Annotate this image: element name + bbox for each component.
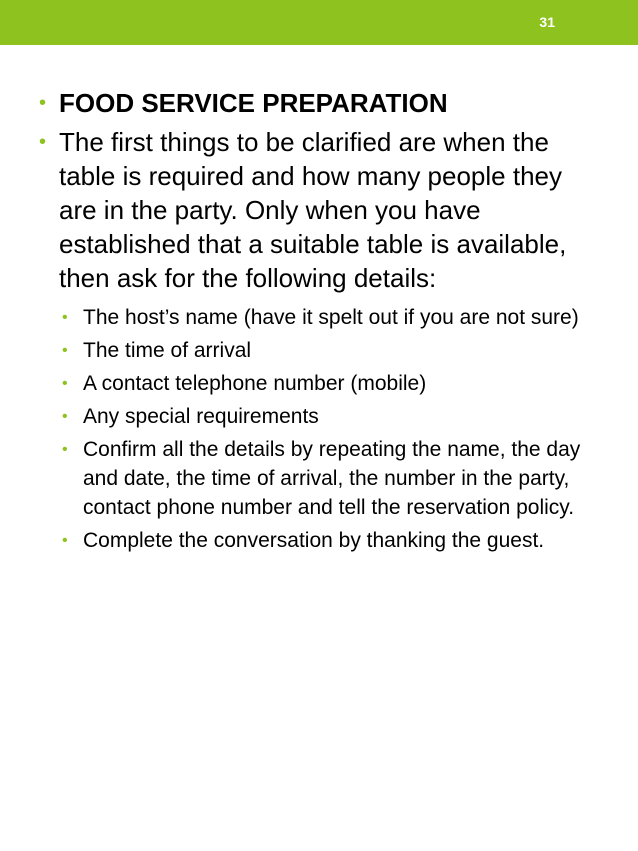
slide-header-bar — [0, 0, 638, 45]
sub-bullet-dot-icon: • — [62, 309, 68, 326]
intro-text: The first things to be clarified are when the table is required and how many people they are in the party. Only when you have established that a suitable table is available, then ask for the following details: — [59, 127, 567, 293]
detail-item-complete-conversation — [59, 526, 597, 555]
detail-item-arrival-time — [59, 336, 597, 365]
detail-text: The host’s name (have it spelt out if you are not sure) — [83, 306, 579, 329]
detail-item-host-name — [59, 303, 597, 332]
bullet-dot-icon: • — [39, 92, 47, 114]
details-list — [59, 303, 597, 555]
bullet-item-heading — [27, 86, 597, 120]
sub-bullet-dot-icon: • — [62, 375, 68, 392]
sub-bullet-dot-icon: • — [62, 342, 68, 359]
bullet-list — [27, 86, 597, 555]
sub-bullet-dot-icon: • — [62, 441, 68, 458]
detail-text: Any special requirements — [83, 405, 319, 428]
sub-bullet-dot-icon: • — [62, 532, 68, 549]
detail-item-contact-number — [59, 369, 597, 398]
section-heading: FOOD SERVICE PREPARATION — [59, 88, 448, 118]
detail-text: The time of arrival — [83, 339, 252, 362]
detail-text: A contact telephone number (mobile) — [83, 372, 427, 395]
detail-text: Complete the conversation by thanking the guest. — [83, 529, 545, 552]
slide-content — [27, 86, 597, 560]
slide-number: 31 — [539, 14, 555, 30]
detail-text: Confirm all the details by repeating the name, the day and date, the time of arrival, the number in the party, contact phone number and tell the reservation policy. — [83, 438, 581, 519]
detail-item-confirm-details — [59, 435, 597, 522]
detail-item-special-requirements — [59, 402, 597, 431]
sub-bullet-dot-icon: • — [62, 408, 68, 425]
bullet-dot-icon: • — [39, 131, 47, 153]
bullet-item-intro — [27, 125, 597, 555]
